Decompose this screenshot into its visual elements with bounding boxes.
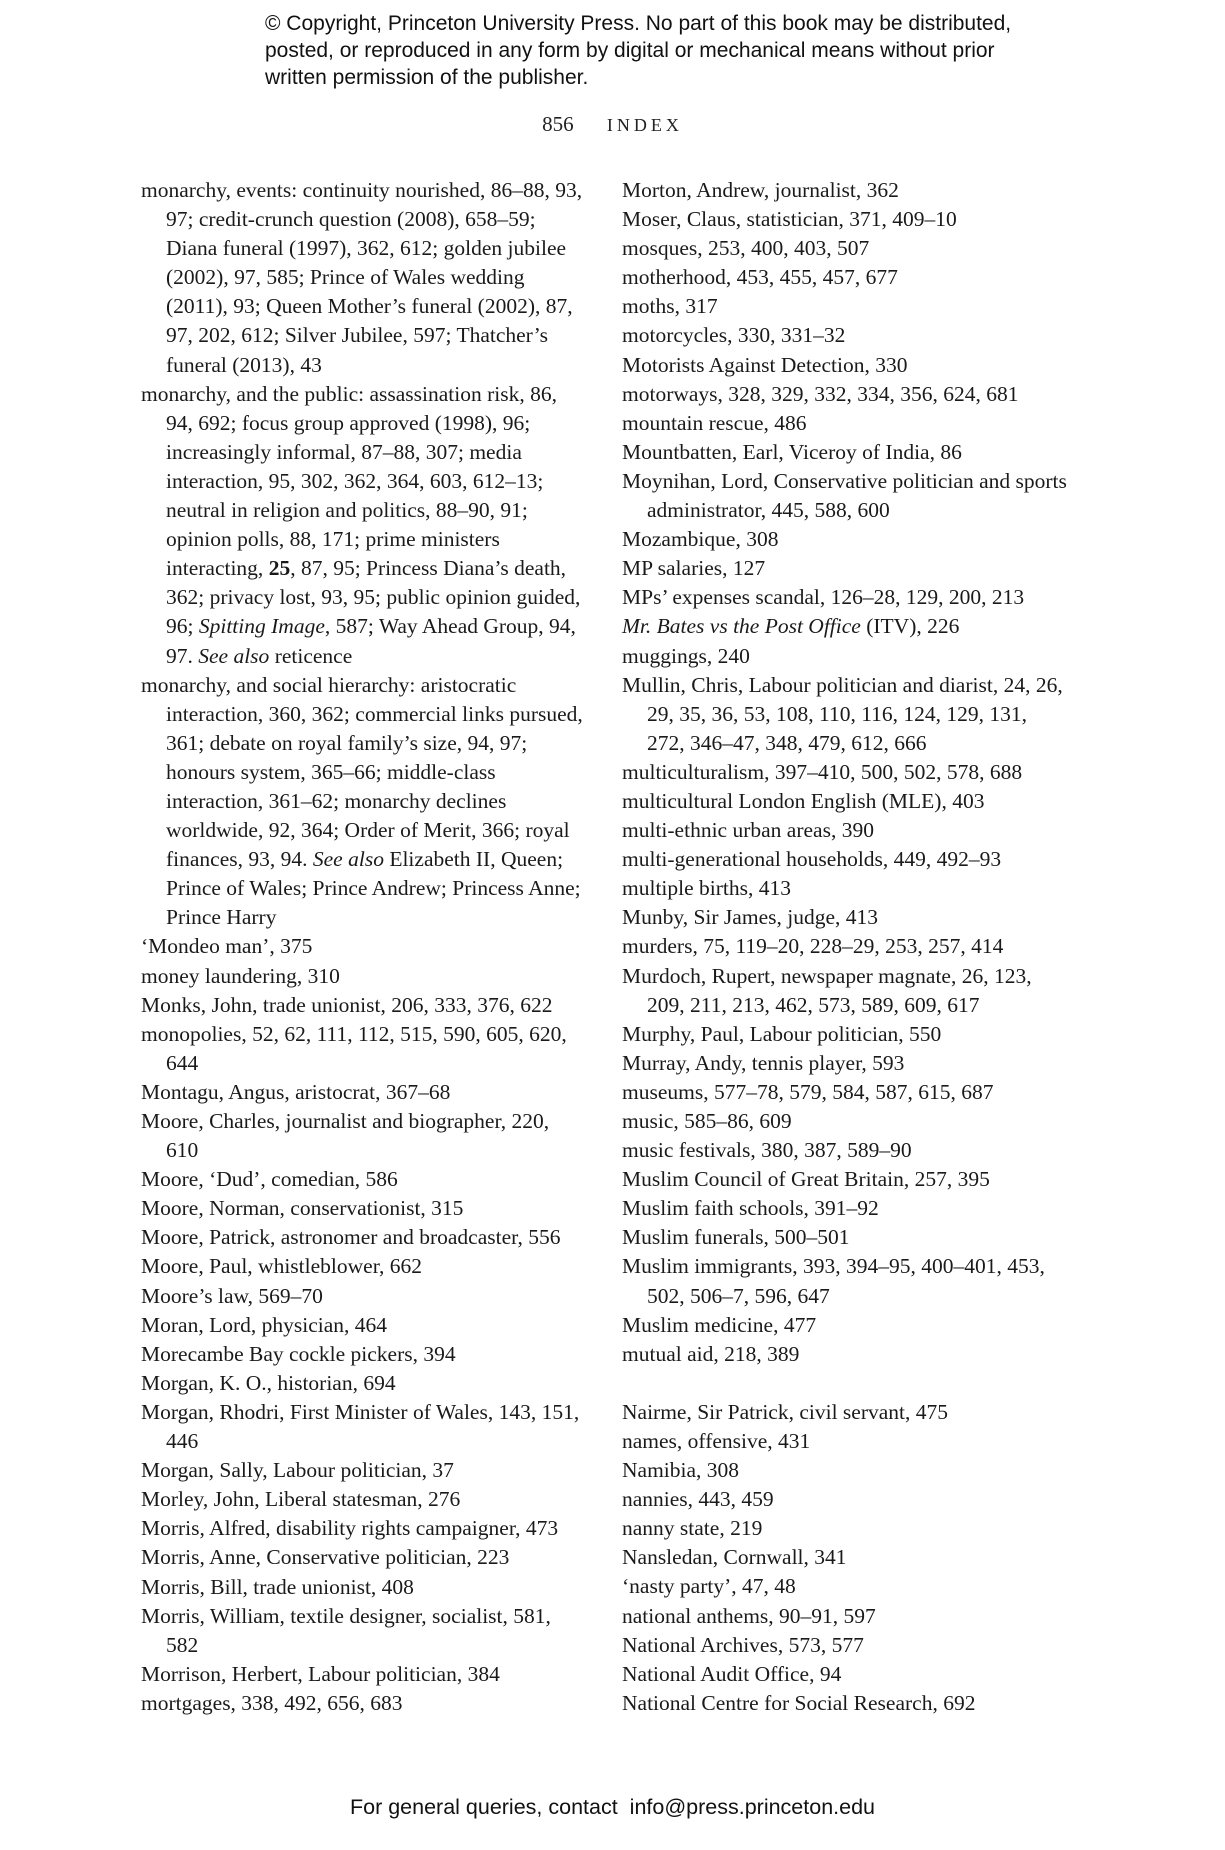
index-entry-text: motorcycles, 330, 331–32 — [622, 323, 846, 348]
index-entry-text: money laundering, 310 — [141, 963, 340, 988]
page-number: 856 — [542, 112, 574, 136]
section-title: INDEX — [606, 115, 683, 135]
index-entry — [622, 816, 1067, 845]
index-entry-text: monarchy, and the public: assassination risk, 86, 94, 692; focus group approved (1998), 96; increasingly informal, 87–88, 307; media interaction, 95, 302, 362, 364, 603, 612–13; neutral in religion and politics, 88–90, 91; opinion polls, 88, 171; prime ministers interacting, — [141, 381, 557, 581]
index-entry-text: MP salaries, 127 — [622, 556, 766, 581]
index-entry-text: nanny state, 219 — [622, 1516, 763, 1541]
index-entry — [622, 1398, 1067, 1427]
index-entry — [622, 1660, 1067, 1689]
index-entry-text: motorways, 328, 329, 332, 334, 356, 624, 681 — [622, 381, 1019, 406]
index-entry-text: multi-ethnic urban areas, 390 — [622, 818, 874, 843]
running-head — [0, 112, 1225, 137]
index-entry — [622, 1311, 1067, 1340]
index-entry — [141, 962, 586, 991]
index-entry — [622, 321, 1067, 350]
index-entry — [622, 380, 1067, 409]
index-entry-text: Muslim medicine, 477 — [622, 1312, 817, 1337]
index-entry — [141, 1514, 586, 1543]
index-entry-text: Muslim funerals, 500–501 — [622, 1225, 850, 1250]
index-entry-text: Moore, Norman, conservationist, 315 — [141, 1196, 464, 1221]
index-entry-text: murders, 75, 119–20, 228–29, 253, 257, 414 — [622, 934, 1004, 959]
index-entry — [141, 1340, 586, 1369]
index-entry-text: Morris, Anne, Conservative politician, 223 — [141, 1545, 510, 1570]
index-entry-text: reticence — [269, 643, 353, 668]
letter-section-gap — [622, 1369, 1067, 1398]
index-entry — [141, 1689, 586, 1718]
index-entry — [141, 1398, 586, 1456]
index-entry — [622, 1049, 1067, 1078]
index-entry-text: Muslim immigrants, 393, 394–95, 400–401, 453, 502, 506–7, 596, 647 — [622, 1254, 1045, 1308]
index-entry — [622, 1020, 1067, 1049]
index-entry-text: Mullin, Chris, Labour politician and diarist, 24, 26, 29, 35, 36, 53, 108, 110, 116, 124, 129, 131, 272, 346–47, 348, 479, 612, 666 — [622, 672, 1063, 755]
index-entry-text: names, offensive, 431 — [622, 1428, 811, 1453]
index-entry — [622, 1514, 1067, 1543]
index-entry-text: Mozambique, 308 — [622, 527, 779, 552]
index-entry — [622, 962, 1067, 1020]
index-entry — [141, 671, 586, 933]
index-entry — [622, 409, 1067, 438]
index-entry — [622, 525, 1067, 554]
index-entry-text: Moore, Charles, journalist and biographer, 220, 610 — [141, 1109, 550, 1163]
index-column-right — [622, 176, 1067, 1718]
index-entry-text: music festivals, 380, 387, 589–90 — [622, 1138, 912, 1163]
index-entry-text: mutual aid, 218, 389 — [622, 1341, 800, 1366]
index-entry — [622, 234, 1067, 263]
index-entry — [622, 176, 1067, 205]
index-entry — [622, 642, 1067, 671]
index-entry-text: monopolies, 52, 62, 111, 112, 515, 590, 605, 620, 644 — [141, 1021, 567, 1075]
index-entry — [622, 351, 1067, 380]
index-entry — [141, 1282, 586, 1311]
index-entry — [141, 1194, 586, 1223]
index-entry-text: Moore, ‘Dud’, comedian, 586 — [141, 1167, 398, 1192]
index-entry-text: Elizabeth II, Queen; Prince of Wales; Prince Andrew; Princess Anne; Prince Harry — [166, 847, 581, 930]
index-entry — [622, 787, 1067, 816]
index-entry-text: 25 — [268, 556, 291, 581]
index-entry — [622, 874, 1067, 903]
index-entry-text: Morgan, Rhodri, First Minister of Wales, 143, 151, 446 — [141, 1399, 580, 1454]
index-entry — [622, 758, 1067, 787]
index-entry — [622, 1485, 1067, 1514]
index-entry — [622, 1194, 1067, 1223]
index-entry — [141, 1573, 586, 1602]
index-entry-text: ‘nasty party’, 47, 48 — [622, 1574, 796, 1599]
index-entry-text: monarchy, and social hierarchy: aristocratic interaction, 360, 362; commercial links pursued, 361; debate on royal family’s size, 94, 97; honours system, 365–66; middle-class interaction, 361–62; monarchy declines worldwide, 92, 364; Order of Merit, 366; royal finances, 93, 94. — [141, 672, 583, 872]
index-entry-text: National Audit Office, 94 — [622, 1661, 842, 1686]
index-entry-text: museums, 577–78, 579, 584, 587, 615, 687 — [622, 1079, 994, 1104]
index-entry — [141, 1485, 586, 1514]
index-entry-text: national anthems, 90–91, 597 — [622, 1603, 876, 1628]
index-entry-text: , 87, 95; Princess Diana’s death, 362; privacy lost, 93, 95; public opinion guided, 96; — [166, 556, 581, 639]
index-entry-text: mosques, 253, 400, 403, 507 — [622, 236, 870, 261]
index-entry — [622, 583, 1067, 612]
index-entry-text: National Centre for Social Research, 692 — [622, 1690, 976, 1715]
index-entry-text: Moynihan, Lord, Conservative politician and sports administrator, 445, 588, 600 — [622, 468, 1067, 523]
index-entry — [622, 1572, 1067, 1601]
index-entry-text: See also — [198, 643, 270, 668]
index-entry-text: Munby, Sir James, judge, 413 — [622, 905, 878, 930]
index-entry — [622, 1107, 1067, 1136]
index-entry — [141, 1107, 586, 1165]
index-entry-text: Mr. Bates vs the Post Office — [622, 614, 861, 639]
index-entry-text: Morton, Andrew, journalist, 362 — [622, 178, 899, 202]
index-entry-text: mortgages, 338, 492, 656, 683 — [141, 1690, 403, 1715]
index-entry — [622, 1602, 1067, 1631]
index-entry — [622, 1165, 1067, 1194]
index-entry-text: Motorists Against Detection, 330 — [622, 352, 908, 377]
index-entry — [622, 932, 1067, 961]
index-entry-text: (ITV), 226 — [860, 614, 960, 639]
index-entry — [622, 1631, 1067, 1660]
index-entry-text: Morley, John, Liberal statesman, 276 — [141, 1487, 461, 1512]
index-entry — [622, 1223, 1067, 1252]
index-entry — [141, 1369, 586, 1398]
index-entry — [141, 1602, 586, 1660]
index-entry-text: , 587; Way Ahead Group, 94, 97. — [166, 614, 576, 668]
index-column-left — [141, 176, 586, 1718]
index-entry-text: Spitting Image — [198, 614, 325, 639]
footer-label: For general queries, contact — [349, 1795, 618, 1819]
index-entry-text: Muslim Council of Great Britain, 257, 395 — [622, 1167, 990, 1192]
index-entry-text: Moore, Paul, whistleblower, 662 — [141, 1254, 422, 1279]
index-entry-text: MPs’ expenses scandal, 126–28, 129, 200, 213 — [622, 585, 1025, 610]
index-entry — [622, 903, 1067, 932]
index-entry — [622, 1689, 1067, 1718]
index-entry — [141, 1223, 586, 1252]
index-entry-text: mountain rescue, 486 — [622, 410, 807, 435]
index-entry — [622, 612, 1067, 641]
index-entry — [622, 845, 1067, 874]
index-entry-text: multiple births, 413 — [622, 876, 792, 901]
index-entry-text: nannies, 443, 459 — [622, 1487, 774, 1512]
index-entry-text: music, 585–86, 609 — [622, 1109, 792, 1133]
index-entry — [141, 1543, 586, 1572]
index-entry-text: Muslim faith schools, 391–92 — [622, 1196, 879, 1221]
index-entry — [141, 1252, 586, 1281]
index-entry — [141, 932, 586, 961]
index-entry — [622, 292, 1067, 321]
index-entry-text: Murphy, Paul, Labour politician, 550 — [622, 1021, 942, 1046]
index-entry-text: Morris, William, textile designer, socialist, 581, 582 — [141, 1603, 551, 1657]
index-entry-text: Murdoch, Rupert, newspaper magnate, 26, 123, 209, 211, 213, 462, 573, 589, 609, 617 — [622, 963, 1032, 1017]
index-entry-text: Monks, John, trade unionist, 206, 333, 376, 622 — [141, 992, 553, 1017]
index-entry — [622, 1427, 1067, 1456]
index-entry-text: monarchy, events: continuity nourished, 86–88, 93, 97; credit-crunch question (2008), 658–59; Diana funeral (1997), 362, 612; golden jubilee (2002), 97, 585; Prince of Wales wedding (2011), 93; Queen Mother’s funeral (2002), 87, 97, 202, 612; Silver Jubilee, 597; Thatcher’s funeral (2013), 43 — [141, 178, 583, 377]
index-entry-text: muggings, 240 — [622, 643, 750, 668]
index-entry-text: National Archives, 573, 577 — [622, 1632, 864, 1657]
index-entry-text: ‘Mondeo man’, 375 — [141, 934, 313, 959]
index-entry — [622, 263, 1067, 292]
index-entry — [622, 1456, 1067, 1485]
index-entry-text: Moore’s law, 569–70 — [141, 1283, 323, 1308]
index-entry — [622, 1340, 1067, 1369]
index-entry — [622, 438, 1067, 467]
index-entry — [141, 991, 586, 1020]
index-entry — [141, 1456, 586, 1485]
index-entry-text: Montagu, Angus, aristocrat, 367–68 — [141, 1079, 451, 1104]
index-entry-text: Morris, Bill, trade unionist, 408 — [141, 1574, 414, 1599]
index-entry-text: Moran, Lord, physician, 464 — [141, 1312, 388, 1337]
index-entry — [141, 176, 586, 380]
index-entry-text: Mountbatten, Earl, Viceroy of India, 86 — [622, 439, 962, 464]
index-entry — [622, 1078, 1067, 1107]
index-entry — [141, 1078, 586, 1107]
index-entry-text: moths, 317 — [622, 294, 718, 319]
index-entry-text: Nansledan, Cornwall, 341 — [622, 1545, 847, 1570]
index-entry-text: Nairme, Sir Patrick, civil servant, 475 — [622, 1399, 949, 1424]
index-entry — [141, 1165, 586, 1194]
index-entry — [622, 1252, 1067, 1310]
index-entry-text: Moore, Patrick, astronomer and broadcaster, 556 — [141, 1225, 561, 1250]
index-entry — [141, 380, 586, 671]
index-entry — [622, 1136, 1067, 1165]
index-entry-text: Morecambe Bay cockle pickers, 394 — [141, 1341, 456, 1366]
index-entry-text: Morrison, Herbert, Labour politician, 384 — [141, 1661, 500, 1686]
index-entry — [141, 1660, 586, 1689]
index-entry-text: Namibia, 308 — [622, 1458, 740, 1483]
index-entry-text: Morgan, Sally, Labour politician, 37 — [141, 1458, 454, 1483]
index-entry-text: multiculturalism, 397–410, 500, 502, 578, 688 — [622, 759, 1023, 784]
index-entry — [622, 467, 1067, 525]
index-entry — [622, 1543, 1067, 1572]
index-entry-text: Murray, Andy, tennis player, 593 — [622, 1050, 905, 1075]
index-entry — [141, 1020, 586, 1078]
index-entry-text: See also — [312, 847, 384, 872]
copyright-notice: © Copyright, Princeton University Press. No part of this book may be distributed, posted, or reproduced in any form by digital or mechanical means without prior written permission of the publisher. — [265, 12, 1012, 89]
footer — [0, 1795, 1225, 1820]
index-entry — [622, 205, 1067, 234]
index-entry — [622, 671, 1067, 758]
index-entry-text: Moser, Claus, statistician, 371, 409–10 — [622, 207, 957, 232]
index-entry — [141, 1311, 586, 1340]
index-entry — [622, 554, 1067, 583]
index-entry-text: Morris, Alfred, disability rights campaigner, 473 — [141, 1516, 559, 1541]
index-entry-text: Morgan, K. O., historian, 694 — [141, 1370, 396, 1395]
index-entry-text: motherhood, 453, 455, 457, 677 — [622, 265, 898, 290]
footer-email-link[interactable]: info@press.princeton.edu — [629, 1795, 876, 1819]
index-entry-text: multi-generational households, 449, 492–93 — [622, 847, 1002, 872]
index-entry-text: multicultural London English (MLE), 403 — [622, 788, 985, 813]
